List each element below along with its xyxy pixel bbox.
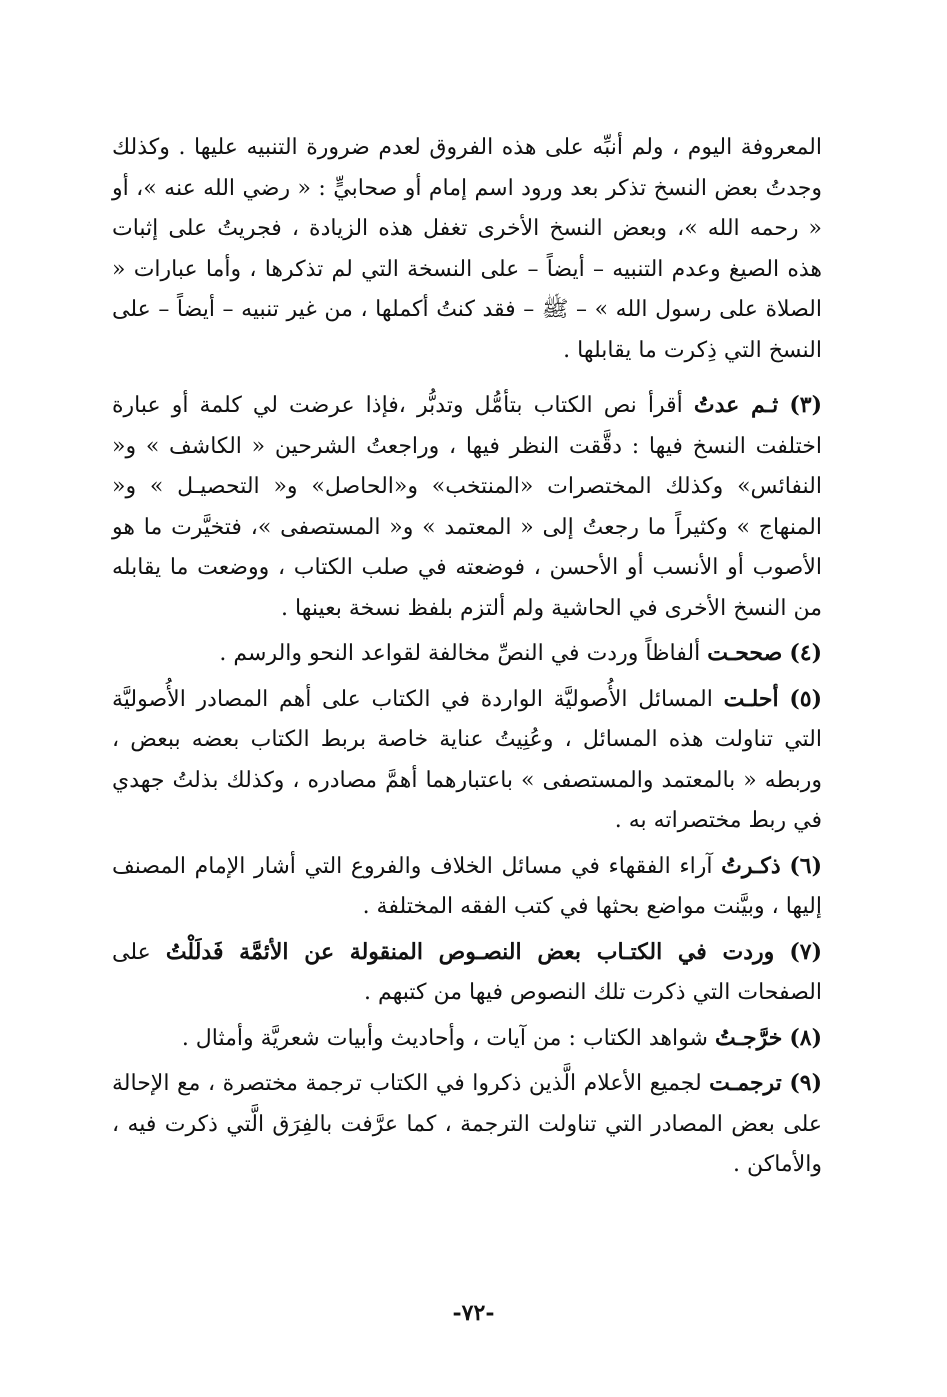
item-lead: ترجمـت xyxy=(709,1070,782,1096)
paragraph-item-4 xyxy=(112,633,822,675)
paragraph-text: على الصفحات التي ذكرت تلك النصوص فيها من كتبهم . xyxy=(112,939,822,1005)
item-number: (٩) xyxy=(789,1070,822,1096)
paragraph-intro xyxy=(112,128,822,371)
paragraph-text: آراء الفقهاء في مسائل الخلاف والفروع التي أشار الإمام المصنف إليها ، وبيَّنت مواضع بحثها في كتب الفقه المختلفة . xyxy=(112,853,822,919)
paragraph-item-5 xyxy=(112,679,822,842)
paragraph-item-9 xyxy=(112,1063,822,1186)
item-lead: ذكـرتُ xyxy=(721,852,781,879)
paragraph-text: أقرأ نص الكتاب بتأمُّل وتدبُّر ،فإذا عرضت لي كلمة أو عبارة اختلفت النسخ فيها : دقَّقت النظر فيها ، وراجعتُ الشرحين « الكاشف » و« النفائس» وكذلك المختصرات «المنتخب» و«الحاصل» و« التحصيـل » و« المنهاج » وكثيراً ما رجعتُ إلى « المعتمد » و« المستصفى »، فتخيَّرت ما هو الأصوب أو الأنسب أو الأحسن ، فوضعته في صلب الكتاب ، ووضعت ما يقابله من النسخ الأخرى في الحاشية ولم ألتزم بلفظ نسخة بعينها . xyxy=(112,393,822,621)
item-lead: ثـم عدتُ xyxy=(693,392,779,418)
item-lead: خرَّجـتُ xyxy=(714,1024,783,1051)
page-body xyxy=(112,128,822,1186)
item-lead: صححـت xyxy=(707,640,783,666)
paragraph-item-6 xyxy=(112,846,822,928)
item-number: (٨) xyxy=(789,1024,822,1051)
paragraph-item-7 xyxy=(112,932,822,1014)
item-number: (٣) xyxy=(789,392,822,418)
item-number: (٧) xyxy=(789,938,822,965)
item-number: (٦) xyxy=(789,852,822,879)
paragraph-text: شواهد الكتاب : من آيات ، وأحاديث وأبيات شعريَّة وأمثال . xyxy=(181,1025,708,1051)
paragraph-item-8 xyxy=(112,1018,822,1060)
item-number: (٤) xyxy=(789,640,822,666)
page-number: -٧٢- xyxy=(452,1300,495,1326)
paragraph-text: المسائل الأُصوليَّة الواردة في الكتاب على أهم المصادر الأُصوليَّة التي تناولت هذه المسائل ، وعُنِيتُ عناية خاصة بربط الكتاب بعضه ببعض ، وربطه « بالمعتمد والمستصفى » باعتبارهما أهمَّ مصادره ، وكذلك بذلتُ جهدي في ربط مختصراته به . xyxy=(112,686,822,833)
paragraph-text: لجميع الأعلام الَّذين ذكروا في الكتاب ترجمة مختصرة ، مع الإحالة على بعض المصادر التي تناولت الترجمة ، كما عرَّفت بالفِرَق الَّتي ذكرت فيه ، والأماكن . xyxy=(112,1071,822,1177)
paragraph-item-3 xyxy=(112,385,822,629)
paragraph-text: المعروفة اليوم ، ولم أنبِّه على هذه الفروق لعدم ضرورة التنبيه عليها . وكذلك وجدتُ بعض النسخ تذكر بعد ورود اسم إمام أو صحابيٍّ : « رضي الله عنه »، أو « رحمه الله »، وبعض النسخ الأخرى تغفل هذه الزيادة ، فجريتُ على إثبات هذه الصيغ وعدم التنبيه – أيضاً – على النسخة التي لم تذكرها ، وأما عبارات « الصلاة على رسول الله » – ﷺ – فقد كنتُ أكملها ، من غير تنبيه – أيضاً – على النسخ التي ذِكرت ما يقابلها . xyxy=(112,135,822,363)
item-number: (٥) xyxy=(789,685,822,712)
paragraph-text: ألفاظاً وردت في النصِّ مخالفة لقواعد النحو والرسم . xyxy=(219,641,701,666)
item-lead: أحلـت xyxy=(723,685,779,712)
item-lead: وردت في الكتـاب بعض النصـوص المنقولة عن الأئمَّة فَدلَلْتُ xyxy=(165,938,775,965)
